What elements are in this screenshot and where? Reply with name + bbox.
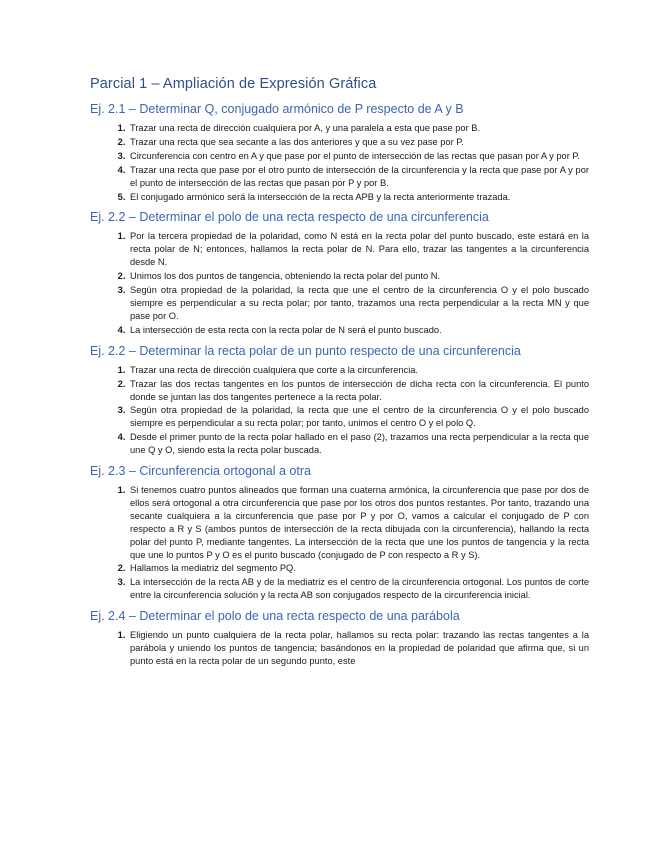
step-item: 1. Por la tercera propiedad de la polaridad, como N está en la recta polar del punto buscado, este estará en la recta polar de N; entonces, hallamos la recta polar de N. Para ello, trazar las tangentes a la circunferencia desde N.: [128, 230, 589, 269]
step-item: 3. Según otra propiedad de la polaridad, la recta que une el centro de la circunferencia O y el polo buscado siempre es perpendicular a su recta polar; por tanto, trazamos una recta perpendicular a la recta MN y que pase por O.: [128, 284, 589, 323]
step-list: [90, 629, 589, 668]
step-item: 2. Unimos los dos puntos de tangencia, obteniendo la recta polar del punto N.: [128, 270, 589, 283]
section-heading: Ej. 2.3 – Circunferencia ortogonal a otra: [90, 464, 311, 479]
section-heading: Ej. 2.2 – Determinar la recta polar de un punto respecto de una circunferencia: [90, 343, 521, 358]
step-item: 2. Hallamos la mediatriz del segmento PQ.: [128, 562, 589, 575]
step-item: 1. Eligiendo un punto cualquiera de la recta polar, hallamos su recta polar: trazando las rectas tangentes a la parábola y uniendo los puntos de tangencia; basándonos en la propiedad de polaridad que afirma que, si un punto está en la recta polar de un segundo punto, este: [128, 629, 589, 668]
section-2-1: [90, 102, 589, 203]
section-heading: Ej. 2.4 – Determinar el polo de una recta respecto de una parábola: [90, 609, 460, 624]
step-item: 5. El conjugado armónico será la intersección de la recta APB y la recta anteriormente trazada.: [128, 191, 589, 204]
section-2-3: [90, 464, 589, 602]
step-list: [90, 230, 589, 336]
step-item: 2. Trazar una recta que sea secante a las dos anteriores y que a su vez pase por P.: [128, 136, 589, 149]
step-item: 4. La intersección de esta recta con la recta polar de N será el punto buscado.: [128, 324, 589, 337]
step-item: 4. Desde el primer punto de la recta polar hallado en el paso (2), trazamos una recta perpendicular a la recta que une Q y O, siendo esta la recta polar buscada.: [128, 431, 589, 457]
step-item: 1. Trazar una recta de dirección cualquiera por A, y una paralela a esta que pase por B.: [128, 122, 589, 135]
step-list: [90, 484, 589, 602]
step-item: 1. Si tenemos cuatro puntos alineados que forman una cuaterna armónica, la circunferencia que pase por dos de ellos será ortogonal a otra circunferencia que pase por los otros dos puntos restantes. Por tanto, trazando una secante cualquiera a la circunferencia que pase por P y por O, vamos a calcular el conjugado de P con respecto a R y S (ambos puntos de intersección de la recta dibujada con la circunferencia), hallando la recta polar del punto P, mediante tangentes. La intersección de la recta que une los puntos de tangencia y la recta que une lo puntos P y O es el punto buscado (conjugado de P con respecto a R y S).: [128, 484, 589, 561]
document-title: Parcial 1 – Ampliación de Expresión Gráfica: [90, 76, 377, 92]
step-item: 4. Trazar una recta que pase por el otro punto de intersección de la circunferencia y la recta que pase por A y por el punto de intersección de las rectas que pasan por P y por B.: [128, 164, 589, 190]
section-2-4: [90, 609, 589, 668]
section-2-2-polo: [90, 210, 589, 336]
step-item: 3. La intersección de la recta AB y de la mediatriz es el centro de la circunferencia ortogonal. Los puntos de corte entre la circunferencia solución y la recta AB son conjugados respecto de la circunferencia inicial.: [128, 576, 589, 602]
section-heading: Ej. 2.1 – Determinar Q, conjugado armónico de P respecto de A y B: [90, 102, 464, 116]
section-heading: Ej. 2.2 – Determinar el polo de una recta respecto de una circunferencia: [90, 210, 489, 225]
step-item: 3. Según otra propiedad de la polaridad, la recta que une el centro de la circunferencia O y el polo buscado siempre es perpendicular a su recta polar; por tanto, unimos el centro O y el polo Q.: [128, 404, 589, 430]
step-item: 2. Trazar las dos rectas tangentes en los puntos de intersección de dicha recta con la circunferencia. El punto donde se juntan las dos tangentes pertenece a la recta polar.: [128, 378, 589, 404]
step-item: 1. Trazar una recta de dirección cualquiera que corte a la circunferencia.: [128, 364, 589, 377]
section-2-2-polar: [90, 344, 589, 457]
step-list: [90, 122, 589, 203]
step-item: 3. Circunferencia con centro en A y que pase por el punto de intersección de las rectas que pasan por A y por P.: [128, 150, 589, 163]
step-list: [90, 364, 589, 457]
